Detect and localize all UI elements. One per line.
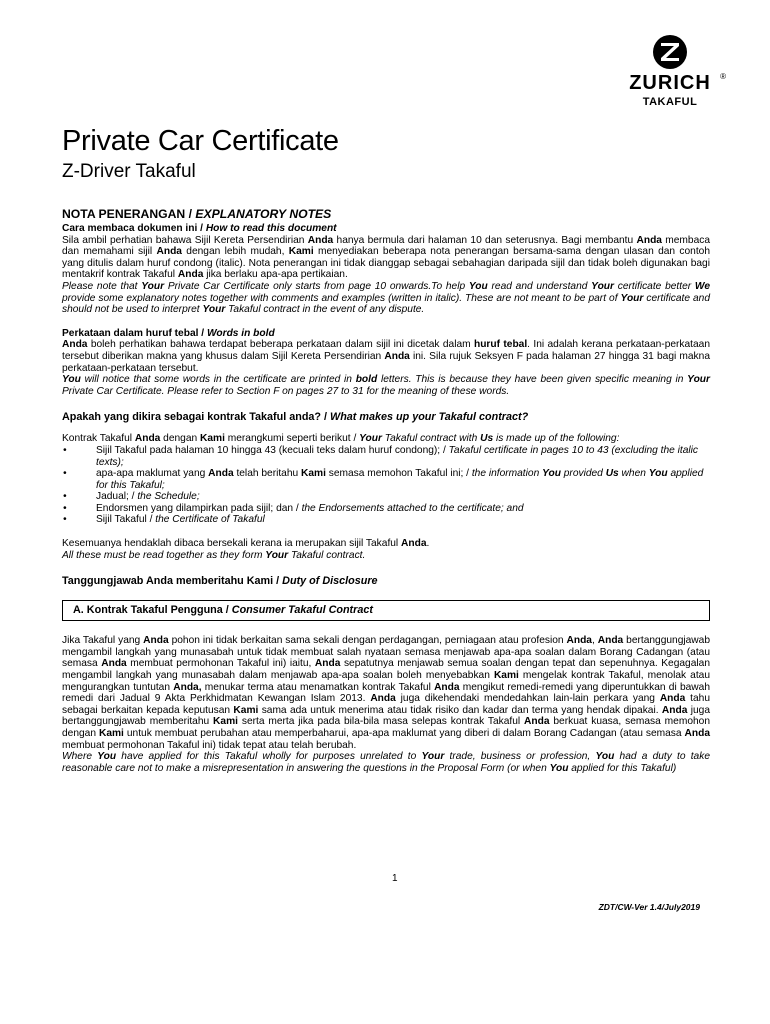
bold-words-malay: Anda boleh perhatikan bahawa terdapat beberapa perkataan dalam sijil ini dicetak dalam huruf tebal. Ini adalah kerana perkataan-perkataan tersebut diberikan makna yang khusus dalam Sijil Kereta Persendirian Anda ini. Sila rujuk Seksyen F pada halaman 27 hingga 31 bagi makna perkataan-perkataan tersebut. [62,339,711,374]
list-item: • Sijil Takaful pada halaman 10 hingga 43 (kecuali teks dalam huruf condong); / Takaful certificate in pages 10 to 43 (excluding the italic texts); [63,444,699,468]
bold-words-heading: Perkataan dalam huruf tebal / Words in bold [62,327,275,339]
zurich-z-emblem-icon [652,34,688,70]
how-to-read-english: Please note that Your Private Car Certificate only starts from page 10 onwards.To help You read and understand Your certificate better We provide some explanatory notes together with comments and examples (written in italic). These are not meant to be part of Your certificate and should not be used to interpret Your Takaful contract in the event of any dispute. [62,280,711,316]
page-subtitle: Z-Driver Takaful [62,161,196,182]
page-title: Private Car Certificate [62,125,339,157]
contract-together-malay: Kesemuanya hendaklah dibaca bersekali kerana ia merupakan sijil Takaful Anda. [62,538,430,550]
contract-together-english: All these must be read together as they form Your Takaful contract. [62,549,366,561]
logo-sub: TAKAFUL [642,96,698,108]
logo-name: ZURICH [629,72,711,94]
bold-words-english: You will notice that some words in the certificate are printed in bold letters. This is because they have been given specific meaning in Your Private Car Certificate. Please refer to Section F on pages 27 to 31 for the meaning of these words. [62,374,710,397]
registered-mark: ® [720,72,726,81]
list-item: • Sijil Takaful / the Certificate of Takaful [63,514,265,526]
contract-intro: Kontrak Takaful Anda dengan Kami merangkumi seperti berikut / Your Takaful contract with Us is made up of the following: [62,433,620,445]
consumer-contract-box: A. Kontrak Takaful Pengguna / Consumer Takaful Contract [62,600,710,621]
how-to-read-heading: Cara membaca dokumen ini / How to read this document [62,223,337,234]
document-body [62,207,710,774]
contract-heading: Apakah yang dikira sebagai kontrak Takaful anda? / What makes up your Takaful contract? [62,411,529,424]
list-item: • Jadual; / the Schedule; [63,491,200,503]
disclosure-heading: Tanggungjawab Anda memberitahu Kami / Duty of Disclosure [62,575,378,588]
notes-heading: NOTA PENERANGAN / EXPLANATORY NOTES [62,207,332,221]
disclosure-english: Where You have applied for this Takaful wholly for purposes unrelated to Your trade, business or profession, You had a duty to take reasonable care not to make a misrepresentation in answering the questions in the Proposal Form (or when You applied for this Takaful) [62,751,710,774]
list-item: • Endorsmen yang dilampirkan pada sijil; dan / the Endorsements attached to the certificate; and [63,502,524,514]
how-to-read-malay: Sila ambil perhatian bahawa Sijil Kereta Persendirian Anda hanya bermula dari halaman 10 dan seterusnya. Bagi membantu Anda membaca dan memahami sijil Anda dengan lebih mudah, Kami menyediakan beberapa nota penerangan bersama-sama dengan ulasan dan contoh yang ditulis dalam huruf condong (italic). Nota penerangan ini tidak dianggap sebagai sebahagian daripada sijil dan tidak boleh digunakan bagi mentakrif kontrak Takaful Anda jika berlaku apa-apa pertikaian. [62,234,710,281]
contract-list [62,445,710,526]
disclosure-malay: Jika Takaful yang Anda pohon ini tidak berkaitan sama sekali dengan perdagangan, perniagaan atau profesion Anda, Anda bertanggungjawab mengambil langkah yang munasabah untuk tidak membuat salah nyataan semasa menjawab apa-apa soalan dalam Borang Cadangan (atau semasa Anda membuat permohonan Takaful ini) iaitu, Anda sepatutnya menjawab semua soalan dengan tepat dan sepenuhnya. Kegagalan mengambil langkah yang munasabah dalam menjawab apa-apa soalan boleh menyebabkan Kami mengelak kontrak Takaful, menolak atau mengurangkan tuntutan Anda, menukar terma atau menamatkan kontrak Takaful Anda mengikut remedi-remedi yang diperuntukkan di bawah remedi dari Jadual 9 Akta Perkhidmatan Kewangan Islam 2013. Anda juga dikehendaki mendedahkan lain-lain perkara yang Anda tahu sebagai berkaitan kepada keputusan Kami sama ada untuk menerima atau tidak risiko dan kadar dan terma yang hendak dipakai. Anda juga bertanggungjawab memberitahu Kami serta merta jika pada bila-bila masa selepas kontrak Takaful Anda berkuat kuasa, semasa memohon dengan Kami untuk membuat perubahan atau memperbaharui, apa-apa maklumat yang diberi di dalam Borang Cadangan (atau semasa Anda membuat permohonan Takaful ini) tidak tepat atau telah berubah. [62,635,711,751]
document-reference: ZDT/CW-Ver 1.4/July2019 [598,902,700,912]
list-item: • apa-apa maklumat yang Anda telah beritahu Kami semasa memohon Takaful ini; / the information You provided Us when You applied for this Takaful; [63,468,704,491]
page-number: 1 [392,873,398,884]
zurich-logo [620,34,726,108]
